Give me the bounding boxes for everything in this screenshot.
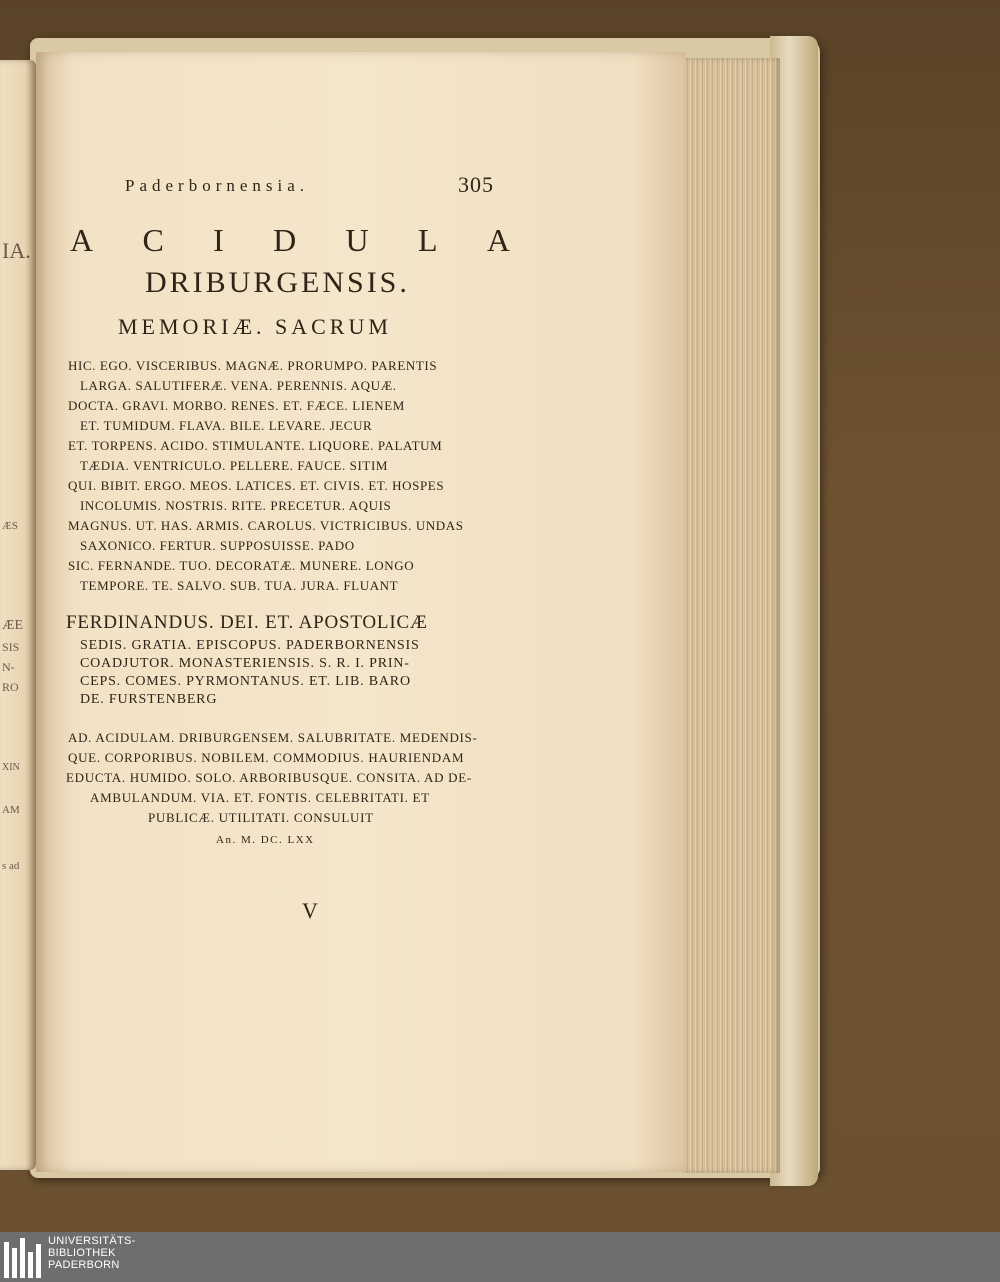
verse-line: INCOLUMIS. NOSTRIS. RITE. PRECETUR. AQUIS (80, 498, 392, 513)
dedication-line: DE. FURSTENBERG (80, 692, 218, 707)
library-name-line: BIBLIOTHEK (48, 1247, 116, 1259)
date-line: An. M. DC. LXX (216, 834, 315, 846)
library-logo-icon (2, 1236, 42, 1278)
left-fragment: IA. (2, 238, 31, 263)
page-number: 305 (458, 172, 494, 197)
library-name (48, 1235, 136, 1271)
verse-line: SAXONICO. FERTUR. SUPPOSUISSE. PADO (80, 538, 355, 553)
verse-line: TEMPORE. TE. SALVO. SUB. TUA. JURA. FLUANT (80, 578, 399, 593)
left-page-edge (0, 60, 36, 1170)
verse-line: MAGNUS. UT. HAS. ARMIS. CAROLUS. VICTRICIBUS. UNDAS (68, 518, 464, 533)
dedication-line: CEPS. COMES. PYRMONTANUS. ET. LIB. BARO (80, 674, 411, 689)
verse-line: SIC. FERNANDE. TUO. DECORATÆ. MUNERE. LONGO (68, 558, 415, 573)
title-memoriae-sacrum: MEMORIÆ. SACRUM (118, 314, 392, 339)
title-driburgensis: DRIBURGENSIS. (145, 266, 410, 299)
left-fragment: SIS (2, 640, 20, 654)
left-fragment: AM (2, 804, 20, 816)
verse-line: QUI. BIBIT. ERGO. MEOS. LATICES. ET. CIVIS. ET. HOSPES (68, 478, 445, 493)
verse-line: LARGA. SALUTIFERÆ. VENA. PERENNIS. AQUÆ. (80, 378, 397, 393)
title-letter: C (142, 222, 164, 258)
title-letter: D (273, 222, 297, 258)
left-fragment: RO (2, 680, 19, 694)
left-fragment: ÆS (2, 520, 18, 532)
page-edges (684, 58, 780, 1173)
title-letter: U (345, 222, 369, 258)
verse-line: ET. TORPENS. ACIDO. STIMULANTE. LIQUORE. PALATUM (68, 438, 443, 453)
dedication-line: COADJUTOR. MONASTERIENSIS. S. R. I. PRIN- (80, 656, 410, 671)
closing-line: QUE. CORPORIBUS. NOBILEM. COMMODIUS. HAURIENDAM (68, 750, 465, 765)
dedication-heading: FERDINANDUS. DEI. ET. APOSTOLICÆ (66, 612, 428, 633)
library-footer (0, 1232, 1000, 1282)
running-head: Paderbornensia. (125, 176, 310, 195)
left-fragment: XIN (2, 762, 20, 773)
verse-line: ET. TUMIDUM. FLAVA. BILE. LEVARE. JECUR (80, 418, 373, 433)
verse-line: TÆDIA. VENTRICULO. PELLERE. FAUCE. SITIM (80, 458, 389, 473)
title-letter: L (417, 222, 438, 258)
left-fragment: s ad (2, 860, 20, 872)
title-letter: A (70, 222, 94, 258)
left-fragment: N- (2, 660, 15, 674)
library-name-line: PADERBORN (48, 1259, 120, 1271)
verse-line: DOCTA. GRAVI. MORBO. RENES. ET. FÆCE. LIENEM (68, 398, 405, 413)
title-acidula (70, 222, 510, 259)
closing-line: AMBULANDUM. VIA. ET. FONTIS. CELEBRITATI. ET (90, 790, 430, 805)
title-letter: I (213, 222, 224, 258)
left-fragment: ÆE (2, 618, 23, 633)
verse-line: HIC. EGO. VISCERIBUS. MAGNÆ. PRORUMPO. PARENTIS (68, 358, 438, 373)
closing-line: AD. ACIDULAM. DRIBURGENSEM. SALUBRITATE. MEDENDIS- (68, 730, 478, 745)
dedication-line: SEDIS. GRATIA. EPISCOPUS. PADERBORNENSIS (80, 638, 420, 653)
library-name-line: UNIVERSITÄTS- (48, 1235, 136, 1247)
closing-line: PUBLICÆ. UTILITATI. CONSULUIT (148, 810, 374, 825)
signature-mark: V (302, 898, 318, 923)
closing-line: EDUCTA. HUMIDO. SOLO. ARBORIBUSQUE. CONSITA. AD DE- (66, 770, 472, 785)
title-letter: A (486, 222, 510, 258)
